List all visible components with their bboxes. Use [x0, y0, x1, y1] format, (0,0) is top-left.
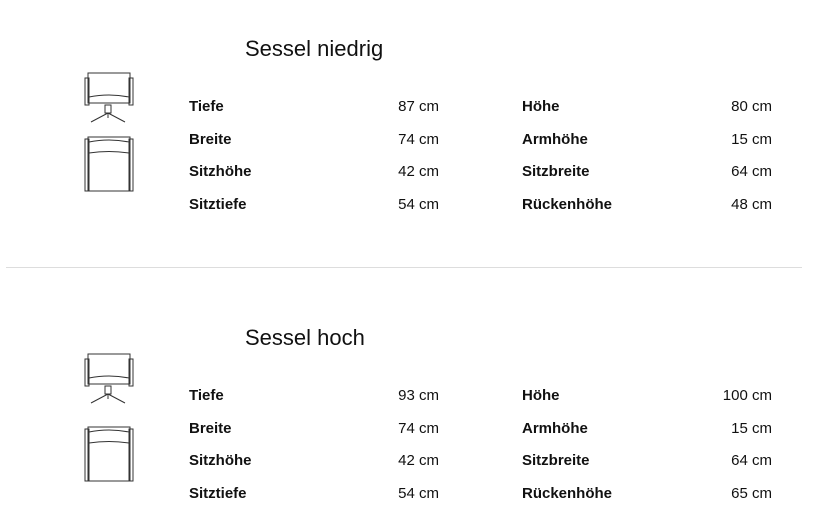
spec-label: Armhöhe: [522, 131, 588, 148]
spec-label: Sitzhöhe: [189, 163, 252, 180]
spec-value: 74 cm: [398, 420, 439, 437]
spec-label: Höhe: [522, 98, 560, 115]
spec-value: 64 cm: [731, 452, 772, 469]
spec-value: 48 cm: [731, 196, 772, 213]
spec-value: 42 cm: [398, 163, 439, 180]
spec-value: 64 cm: [731, 163, 772, 180]
spec-value: 93 cm: [398, 387, 439, 404]
spec-label: Höhe: [522, 387, 560, 404]
section-divider: [6, 267, 802, 268]
spec-label: Rückenhöhe: [522, 485, 613, 502]
spec-label: Armhöhe: [522, 420, 588, 437]
chair-top-view-icon: [84, 426, 134, 487]
section-title: Sessel hoch: [245, 325, 365, 350]
chair-top-view-icon: [84, 136, 134, 197]
spec-value: 87 cm: [398, 98, 439, 115]
spec-value: 74 cm: [398, 131, 439, 148]
chair-side-view-icon: [84, 72, 134, 139]
spec-value: 54 cm: [398, 485, 439, 502]
spec-label: Sitztiefe: [189, 485, 247, 502]
spec-value: 15 cm: [731, 131, 772, 148]
chair-side-view-icon: [84, 353, 134, 420]
spec-label: Tiefe: [189, 387, 224, 404]
spec-label: Sitzhöhe: [189, 452, 252, 469]
spec-value: 54 cm: [398, 196, 439, 213]
spec-label: Breite: [189, 420, 232, 437]
spec-label: Sitzbreite: [522, 163, 590, 180]
spec-value: 15 cm: [731, 420, 772, 437]
spec-value: 100 cm: [722, 387, 772, 404]
spec-label: Rückenhöhe: [522, 196, 613, 213]
spec-label: Sitztiefe: [189, 196, 247, 213]
spec-label: Breite: [189, 131, 232, 148]
spec-value: 80 cm: [731, 98, 772, 115]
spec-value: 42 cm: [398, 452, 439, 469]
spec-value: 65 cm: [731, 485, 772, 502]
section-title: Sessel niedrig: [245, 36, 384, 61]
spec-label: Tiefe: [189, 98, 224, 115]
spec-label: Sitzbreite: [522, 452, 590, 469]
